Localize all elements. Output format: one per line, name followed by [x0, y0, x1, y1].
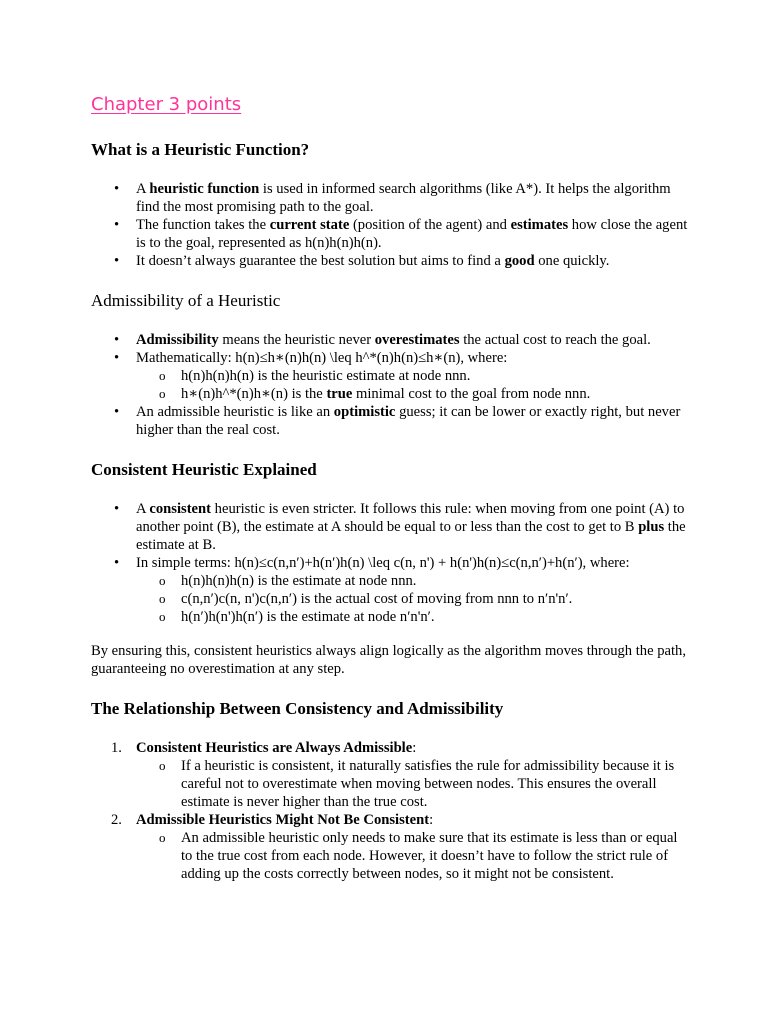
bold-text: optimistic — [333, 404, 396, 420]
bold-text: overestimates — [374, 332, 460, 348]
text: A — [136, 181, 150, 197]
spacer — [91, 626, 691, 642]
text: h(n′)h(n')h(n′) is the estimate at node n′n'n′. — [181, 609, 435, 625]
sub-list-item — [136, 385, 691, 403]
bold-text: heuristic function — [149, 181, 260, 197]
list-item — [91, 500, 691, 554]
sub-list — [136, 829, 691, 883]
text: the estimate at B. — [136, 519, 686, 553]
list-item — [91, 811, 691, 883]
sub-list-item — [136, 829, 691, 883]
text: h(n)h(n)h(n) is the estimate at node nnn. — [181, 573, 417, 589]
spacer — [91, 270, 691, 290]
list-item — [91, 180, 691, 216]
text: : — [429, 812, 434, 828]
text: If a heuristic is consistent, it naturally satisfies the rule for admissibility because it is careful not to overestimate when moving between nodes. This ensures the overall estimate is never higher than the true cost. — [181, 758, 675, 810]
bold-text: Consistent Heuristics are Always Admissible — [136, 740, 413, 756]
text: : — [412, 740, 417, 756]
spacer — [91, 439, 691, 459]
sub-list-item — [136, 757, 691, 811]
list-number: 2. — [111, 812, 122, 828]
paragraph: By ensuring this, consistent heuristics always align logically as the algorithm moves through the path, guaranteeing no overestimation at any step. — [91, 643, 687, 677]
sub-list-item — [136, 590, 691, 608]
list-item — [91, 554, 691, 626]
text: It doesn’t always guarantee the best solution but aims to find a — [136, 253, 505, 269]
bold-text: estimates — [510, 217, 569, 233]
text: heuristic is even stricter. It follows this rule: when moving from one point (A) to another point (B), the estimate at A should be equal to or less than the cost to get to B — [136, 501, 685, 535]
text: In simple terms: h(n)≤c(n,n′)+h(n′)h(n) \leq c(n, n') + h(n')h(n)≤c(n,n′)+h(n′), where: — [136, 555, 630, 571]
page-title: Chapter 3 points — [91, 94, 242, 115]
sub-list — [136, 757, 691, 811]
document-content — [91, 93, 691, 883]
bold-text: consistent — [149, 501, 212, 517]
list-item — [91, 349, 691, 403]
bold-text: true — [326, 386, 353, 402]
bullet-list — [91, 180, 691, 270]
text: means the heuristic never — [218, 332, 375, 348]
text: An admissible heuristic is like an — [136, 404, 334, 420]
text: Mathematically: h(n)≤h∗(n)h(n) \leq h^*(n)h(n)≤h∗(n), where: — [136, 350, 508, 366]
text: how close the agent is to the goal, represented as h(n)h(n)h(n). — [136, 217, 688, 251]
text: c(n,n′)c(n, n')c(n,n′) is the actual cost of moving from nnn to n′n'n′. — [181, 591, 573, 607]
text: An admissible heuristic only needs to make sure that its estimate is less than or equal to the true cost from each node. However, it doesn’t have to follow the strict rule of adding up the costs correctly between nodes, so it might not be consistent. — [181, 830, 678, 882]
section-heading-heuristic-function: What is a Heuristic Function? — [91, 140, 310, 159]
bold-text: current state — [269, 217, 350, 233]
text: A — [136, 501, 150, 517]
text: is used in informed search algorithms (like A*). It helps the algorithm find the most promising path to the goal. — [136, 181, 671, 215]
list-number: 1. — [111, 740, 122, 756]
text: The function takes the — [136, 217, 270, 233]
text: the actual cost to reach the goal. — [459, 332, 651, 348]
section-heading-relationship: The Relationship Between Consistency and Admissibility — [91, 699, 504, 718]
sub-list — [136, 572, 691, 626]
bullet-list — [91, 331, 691, 439]
bold-text: plus — [638, 519, 665, 535]
numbered-list — [91, 739, 691, 883]
text: guess; it can be lower or exactly right, but never higher than the real cost. — [136, 404, 681, 438]
bold-text: good — [504, 253, 535, 269]
sub-list-item — [136, 572, 691, 590]
sub-list-item — [136, 608, 691, 626]
section-heading-consistent: Consistent Heuristic Explained — [91, 460, 317, 479]
text: (position of the agent) and — [349, 217, 511, 233]
bold-text: Admissibility — [136, 332, 219, 348]
text: one quickly. — [534, 253, 610, 269]
sub-list-item — [136, 367, 691, 385]
text: h(n)h(n)h(n) is the heuristic estimate at node nnn. — [181, 368, 471, 384]
list-item — [91, 331, 691, 349]
list-item — [91, 739, 691, 811]
list-item — [91, 216, 691, 252]
spacer — [91, 678, 691, 698]
bold-text: Admissible Heuristics Might Not Be Consistent — [136, 812, 430, 828]
list-item — [91, 252, 691, 270]
bullet-list — [91, 500, 691, 626]
list-item — [91, 403, 691, 439]
text: minimal cost to the goal from node nnn. — [352, 386, 591, 402]
text: h∗(n)h^*(n)h∗(n) is the — [181, 386, 327, 402]
sub-list — [136, 367, 691, 403]
section-heading-admissibility: Admissibility of a Heuristic — [91, 291, 281, 310]
